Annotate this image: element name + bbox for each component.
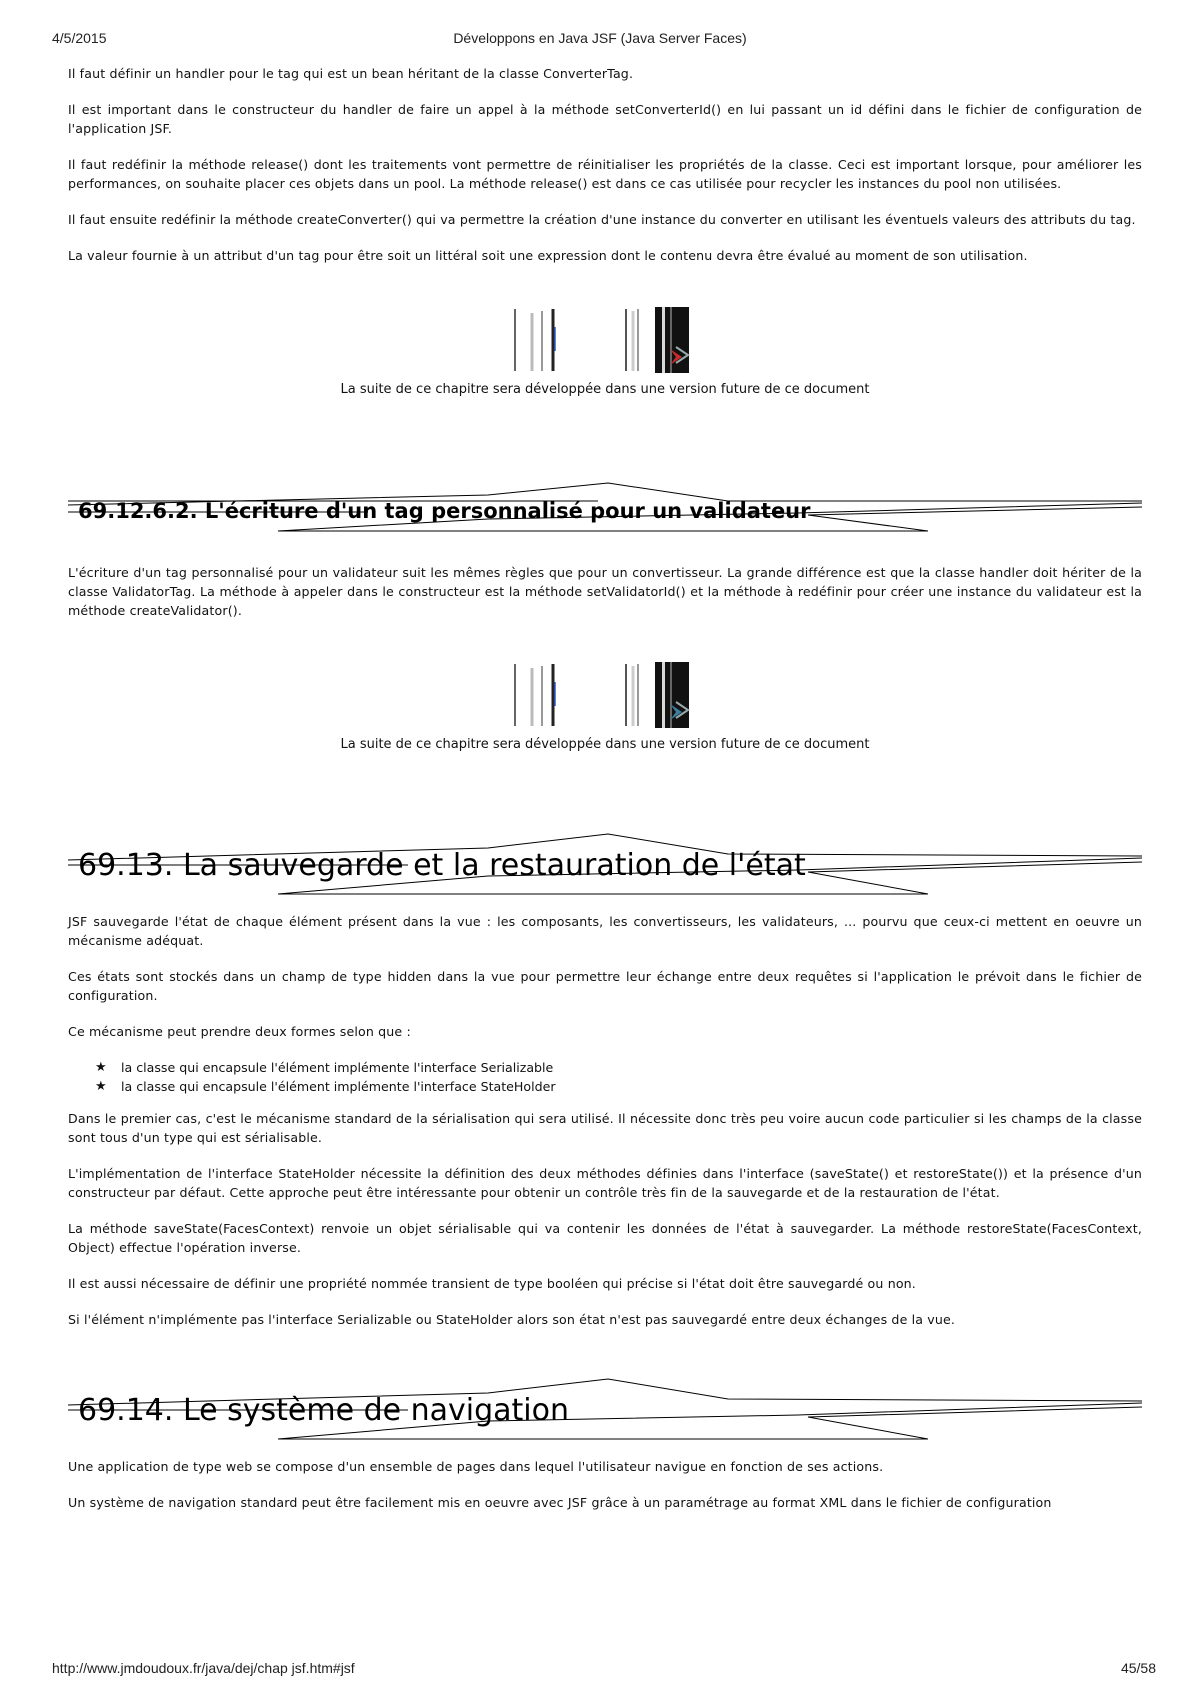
paragraph: JSF sauvegarde l'état de chaque élément présent dans la vue : les composants, les convertisseurs, les validateurs, ... pourvu que ceux-ci mettent en oeuvre un mécanisme adéquat. <box>68 914 1142 948</box>
print-page-number: 45/58 <box>1120 1660 1156 1676</box>
paragraph: L'écriture d'un tag personnalisé pour un validateur suit les mêmes règles que pour un convertisseur. La grande différence est que la classe handler doit hériter de la classe ValidatorTag. La méthode à appeler dans le constructeur est la méthode setValidatorId() et la méthode à redéfinir pour créer une instance du validateur est la méthode createValidator(). <box>68 565 1142 618</box>
under-construction-image <box>510 307 700 373</box>
list-item <box>68 1058 1142 1077</box>
paragraph: L'implémentation de l'interface StateHolder nécessite la définition des deux méthodes définies dans l'interface (saveState() et restoreState()) et la présence d'un constructeur par défaut. Cette approche peut être intéressante pour obtenir un contrôle très fin de la sauvegarde et de la restauration de l'état. <box>68 1166 1142 1200</box>
under-construction-image <box>510 662 700 728</box>
paragraph: Il faut définir un handler pour le tag qui est un bean héritant de la classe ConverterTag. <box>68 66 634 81</box>
paragraph: La valeur fournie à un attribut d'un tag pour être soit un littéral soit une expression dont le contenu devra être évalué au moment de son utilisation. <box>68 248 1028 263</box>
paragraph: Il faut ensuite redéfinir la méthode createConverter() qui va permettre la création d'une instance du converter en utilisant les éventuels valeurs des attributs du tag. <box>68 212 1136 227</box>
paragraph: Il est aussi nécessaire de définir une propriété nommée transient de type booléen qui précise si l'état doit être sauvegardé ou non. <box>68 1276 916 1291</box>
paragraph: Il est important dans le constructeur du handler de faire un appel à la méthode setConverterId() en lui passant un id défini dans le fichier de configuration de l'application JSF. <box>68 102 1142 136</box>
future-note-text: La suite de ce chapitre sera développée dans une version future de ce document <box>340 382 870 397</box>
print-title: Développons en Java JSF (Java Server Faces) <box>453 30 747 46</box>
list-item <box>68 1077 1142 1096</box>
future-note <box>68 662 1142 754</box>
print-url: http://www.jmdoudoux.fr/java/dej/chap jsf.htm#jsf <box>52 1660 355 1676</box>
section-title: 69.13. La sauvegarde et la restauration de l'état <box>78 848 806 883</box>
bullet-list <box>68 1058 1142 1096</box>
paragraph: Ce mécanisme peut prendre deux formes selon que : <box>68 1024 411 1039</box>
star-bullet-icon: ★ <box>95 1079 107 1094</box>
list-item-text: la classe qui encapsule l'élément implémente l'interface Serializable <box>121 1060 554 1075</box>
paragraph: Il faut redéfinir la méthode release() dont les traitements vont permettre de réinitialiser les propriétés de la classe. Ceci est important lorsque, pour améliorer les performances, on souhaite placer ces objets dans un pool. La méthode release() est dans ce cas utilisée pour recycler les instances du pool non utilisées. <box>68 157 1142 191</box>
future-note-text: La suite de ce chapitre sera développée dans une version future de ce document <box>340 737 870 752</box>
paragraph: Ces états sont stockés dans un champ de type hidden dans la vue pour permettre leur échange entre deux requêtes si l'application le prévoit dans le fichier de configuration. <box>68 969 1142 1003</box>
paragraph: Si l'élément n'implémente pas l'interface Serializable ou StateHolder alors son état n'est pas sauvegardé entre deux échanges de la vue. <box>68 1312 956 1327</box>
section-heading-69-12-6-2 <box>68 481 1142 549</box>
paragraph: Dans le premier cas, c'est le mécanisme standard de la sérialisation qui sera utilisé. Il nécessite donc très peu voire aucun code particulier si les champs de la classe sont tous d'un type qui est sérialisable. <box>68 1111 1142 1145</box>
list-item-text: la classe qui encapsule l'élément implémente l'interface StateHolder <box>121 1079 556 1094</box>
paragraph: Un système de navigation standard peut être facilement mis en oeuvre avec JSF grâce à un paramétrage au format XML dans le fichier de configuration <box>68 1495 1052 1510</box>
print-footer <box>0 1660 1200 1682</box>
section-heading-69-13 <box>68 832 1142 900</box>
paragraph: Une application de type web se compose d'un ensemble de pages dans lequel l'utilisateur navigue en fonction de ses actions. <box>68 1459 884 1474</box>
section-title: 69.12.6.2. L'écriture d'un tag personnalisé pour un validateur <box>78 499 811 523</box>
section-title: 69.14. Le système de navigation <box>78 1393 570 1428</box>
section-heading-69-14 <box>68 1377 1142 1445</box>
star-bullet-icon: ★ <box>95 1060 107 1075</box>
paragraph: La méthode saveState(FacesContext) renvoie un objet sérialisable qui va contenir les données de l'état à sauvegarder. La méthode restoreState(FacesContext, Object) effectue l'opération inverse. <box>68 1221 1142 1255</box>
print-date: 4/5/2015 <box>52 30 107 46</box>
future-note <box>68 307 1142 399</box>
print-header <box>0 30 1200 52</box>
page-content <box>68 64 1142 1529</box>
